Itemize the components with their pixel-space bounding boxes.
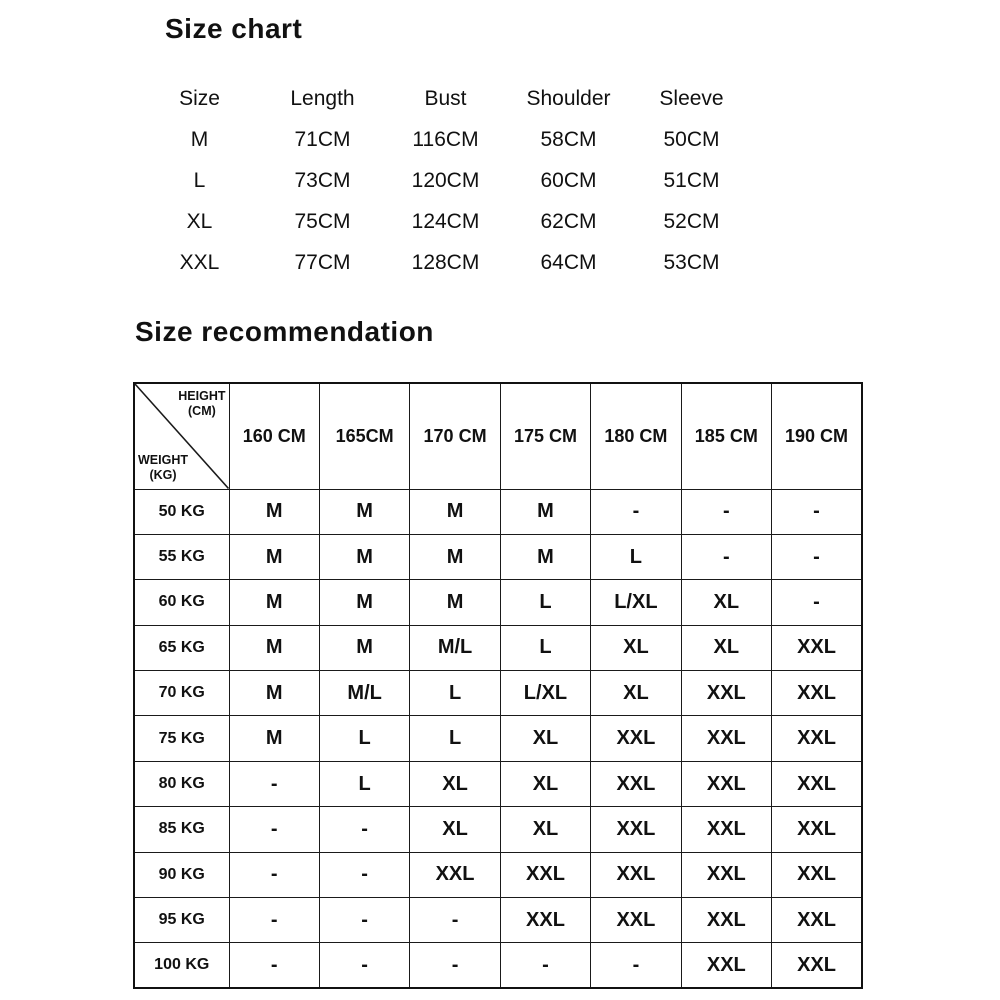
size-value-cell: L/XL xyxy=(500,671,590,716)
weight-label-cell: 60 KG xyxy=(134,580,229,625)
size-value-cell: - xyxy=(229,761,319,806)
size-recommendation-title: Size recommendation xyxy=(135,316,434,347)
size-value-cell: XXL xyxy=(772,625,862,670)
size-value-cell: - xyxy=(229,898,319,943)
size-chart-value-cell: XL xyxy=(186,209,213,233)
size-chart-value-cell: 128CM xyxy=(411,250,480,274)
size-chart-header-cell: Size xyxy=(179,86,220,110)
size-chart-row xyxy=(138,119,753,160)
height-weight-corner-cell xyxy=(134,383,229,489)
size-chart-value-cell: 58CM xyxy=(540,127,597,151)
size-value-cell: M/L xyxy=(319,671,409,716)
size-value-cell: XXL xyxy=(772,761,862,806)
height-header-cell: 190 CM xyxy=(772,383,862,489)
size-chart-value-cell: L xyxy=(193,168,206,192)
weight-label-word: WEIGHT xyxy=(138,452,188,467)
size-chart-value-cell: 62CM xyxy=(540,209,597,233)
size-value-cell: - xyxy=(772,580,862,625)
size-chart-title: Size chart xyxy=(165,13,303,44)
size-chart-value-cell: XXL xyxy=(179,250,220,274)
size-value-cell: XXL xyxy=(772,898,862,943)
size-value-cell: M xyxy=(319,625,409,670)
size-value-cell: M xyxy=(229,671,319,716)
recommendation-row xyxy=(134,898,862,943)
size-value-cell: - xyxy=(500,943,590,988)
height-axis-label xyxy=(178,389,225,419)
size-value-cell: XL xyxy=(410,807,500,852)
size-value-cell: M xyxy=(229,580,319,625)
weight-label-cell: 85 KG xyxy=(134,807,229,852)
size-value-cell: L xyxy=(500,580,590,625)
size-value-cell: XXL xyxy=(591,898,681,943)
size-value-cell: - xyxy=(319,943,409,988)
recommendation-row xyxy=(134,852,862,897)
size-value-cell: XXL xyxy=(500,898,590,943)
size-chart-value-cell: 116CM xyxy=(412,127,479,151)
weight-label-cell: 100 KG xyxy=(134,943,229,988)
height-header-cell: 170 CM xyxy=(410,383,500,489)
size-chart-value-cell: 73CM xyxy=(294,168,351,192)
recommendation-row xyxy=(134,534,862,579)
size-value-cell: M xyxy=(410,580,500,625)
size-value-cell: M xyxy=(229,716,319,761)
recommendation-header-row xyxy=(134,383,862,489)
weight-label-cell: 70 KG xyxy=(134,671,229,716)
size-chart-row xyxy=(138,160,753,201)
size-value-cell: XXL xyxy=(681,943,771,988)
size-value-cell: XL xyxy=(591,671,681,716)
height-header-cell: 175 CM xyxy=(500,383,590,489)
size-value-cell: XL xyxy=(500,761,590,806)
size-chart-value-cell: 53CM xyxy=(663,250,720,274)
size-value-cell: L xyxy=(319,716,409,761)
size-value-cell: XXL xyxy=(772,671,862,716)
size-chart-header-cell: Sleeve xyxy=(659,86,724,110)
recommendation-row xyxy=(134,489,862,534)
weight-label-cell: 95 KG xyxy=(134,898,229,943)
size-value-cell: XL xyxy=(681,625,771,670)
size-value-cell: XXL xyxy=(772,852,862,897)
size-chart-value-cell: 52CM xyxy=(663,209,720,233)
size-value-cell: XXL xyxy=(500,852,590,897)
size-chart-table xyxy=(138,78,753,283)
size-chart-header-cell: Shoulder xyxy=(526,86,611,110)
size-chart-row xyxy=(138,242,753,283)
size-value-cell: M xyxy=(410,489,500,534)
height-label-unit: (CM) xyxy=(188,404,216,418)
size-value-cell: M xyxy=(410,534,500,579)
size-value-cell: XXL xyxy=(591,807,681,852)
size-chart-value-cell: 75CM xyxy=(294,209,351,233)
size-recommendation-table xyxy=(133,382,863,989)
size-value-cell: XXL xyxy=(772,943,862,988)
size-value-cell: L xyxy=(500,625,590,670)
size-chart-row xyxy=(138,201,753,242)
size-chart-value-cell: 124CM xyxy=(411,209,480,233)
weight-label-cell: 75 KG xyxy=(134,716,229,761)
size-value-cell: - xyxy=(772,489,862,534)
size-value-cell: M xyxy=(500,489,590,534)
size-chart-value-cell: 50CM xyxy=(663,127,720,151)
size-value-cell: M/L xyxy=(410,625,500,670)
weight-label-cell: 80 KG xyxy=(134,761,229,806)
size-chart-value-cell: 77CM xyxy=(294,250,351,274)
size-chart-value-cell: 64CM xyxy=(540,250,597,274)
size-value-cell: - xyxy=(319,807,409,852)
size-chart-header-cell: Bust xyxy=(424,86,467,110)
weight-label-unit: (KG) xyxy=(149,467,177,482)
size-value-cell: XL xyxy=(591,625,681,670)
weight-label-cell: 65 KG xyxy=(134,625,229,670)
size-chart-header-cell: Length xyxy=(290,86,355,110)
size-chart-value-cell: M xyxy=(190,127,209,151)
height-header-cell: 160 CM xyxy=(229,383,319,489)
size-value-cell: XXL xyxy=(591,716,681,761)
size-chart-value-cell: 51CM xyxy=(663,168,720,192)
recommendation-row xyxy=(134,943,862,988)
height-label-word: HEIGHT xyxy=(178,389,226,403)
height-header-cell: 165CM xyxy=(319,383,409,489)
size-value-cell: M xyxy=(229,625,319,670)
recommendation-row xyxy=(134,807,862,852)
weight-label-cell: 90 KG xyxy=(134,852,229,897)
height-header-cell: 180 CM xyxy=(591,383,681,489)
size-value-cell: XXL xyxy=(591,852,681,897)
size-value-cell: - xyxy=(772,534,862,579)
size-value-cell: - xyxy=(319,852,409,897)
size-value-cell: - xyxy=(681,534,771,579)
size-value-cell: - xyxy=(319,898,409,943)
size-value-cell: XL xyxy=(681,580,771,625)
size-value-cell: - xyxy=(681,489,771,534)
size-value-cell: L xyxy=(410,716,500,761)
size-chart-value-cell: 120CM xyxy=(411,168,480,192)
recommendation-table-body xyxy=(134,489,862,988)
weight-label-cell: 55 KG xyxy=(134,534,229,579)
size-value-cell: XXL xyxy=(681,898,771,943)
size-value-cell: XL xyxy=(500,807,590,852)
size-value-cell: M xyxy=(500,534,590,579)
size-value-cell: - xyxy=(591,943,681,988)
size-value-cell: XXL xyxy=(591,761,681,806)
size-value-cell: M xyxy=(229,534,319,579)
size-value-cell: XXL xyxy=(681,852,771,897)
size-value-cell: M xyxy=(229,489,319,534)
size-value-cell: M xyxy=(319,489,409,534)
size-value-cell: - xyxy=(410,943,500,988)
size-value-cell: XXL xyxy=(681,671,771,716)
size-value-cell: XL xyxy=(500,716,590,761)
size-value-cell: L xyxy=(319,761,409,806)
recommendation-row xyxy=(134,671,862,716)
size-value-cell: XXL xyxy=(681,807,771,852)
weight-axis-label xyxy=(138,453,188,483)
size-value-cell: XXL xyxy=(772,807,862,852)
recommendation-row xyxy=(134,761,862,806)
size-value-cell: - xyxy=(229,852,319,897)
size-value-cell: M xyxy=(319,580,409,625)
size-chart-value-cell: 71CM xyxy=(294,127,351,151)
weight-label-cell: 50 KG xyxy=(134,489,229,534)
size-value-cell: - xyxy=(229,807,319,852)
size-value-cell: - xyxy=(410,898,500,943)
size-value-cell: L/XL xyxy=(591,580,681,625)
size-value-cell: XXL xyxy=(410,852,500,897)
recommendation-row xyxy=(134,580,862,625)
size-value-cell: XXL xyxy=(681,761,771,806)
size-value-cell: XL xyxy=(410,761,500,806)
size-value-cell: L xyxy=(410,671,500,716)
size-value-cell: - xyxy=(591,489,681,534)
recommendation-row xyxy=(134,625,862,670)
size-chart-value-cell: 60CM xyxy=(540,168,597,192)
size-value-cell: XXL xyxy=(681,716,771,761)
size-value-cell: L xyxy=(591,534,681,579)
size-value-cell: M xyxy=(319,534,409,579)
height-header-cell: 185 CM xyxy=(681,383,771,489)
size-chart-row xyxy=(138,78,753,119)
size-value-cell: XXL xyxy=(772,716,862,761)
size-value-cell: - xyxy=(229,943,319,988)
recommendation-row xyxy=(134,716,862,761)
